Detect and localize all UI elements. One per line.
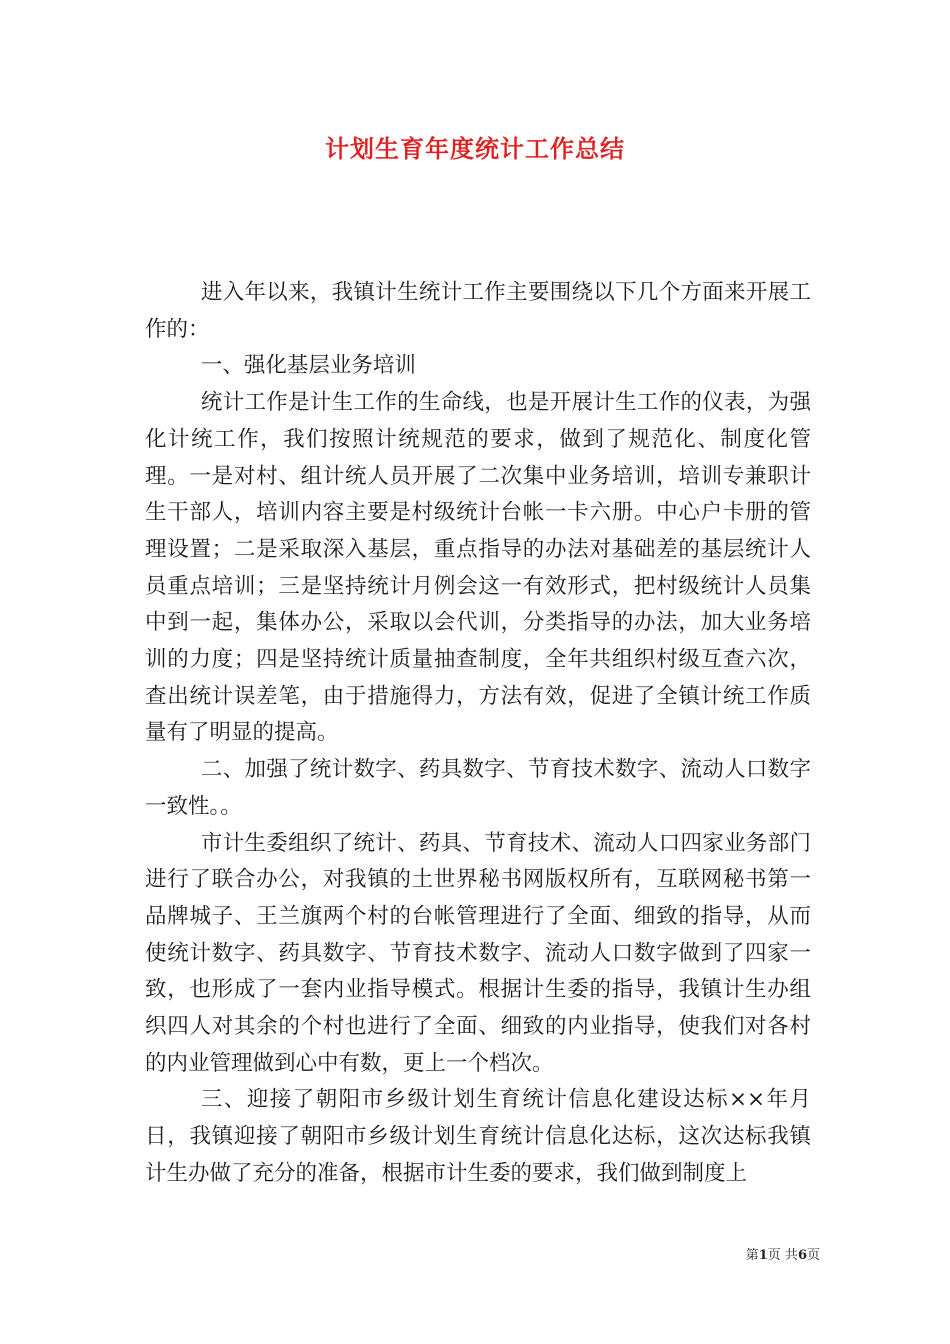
paragraph-section-2: 市计生委组织了统计、药具、节育技术、流动人口四家业务部门进行了联合办公，对我镇的土世界秘书网版权所有，互联网秘书第一品牌城子、王兰旗两个村的台帐管理进行了全面、细致的指导，从而使统计数字、药具数字、节育技术数字、流动人口数字做到了四家一致，也形成了一套内业指导模式。根据计生委的指导，我镇计生办组织四人对其余的个村也进行了全面、细致的内业指导，使我们对各村的内业管理做到心中有数，更上一个档次。 — [145, 830, 811, 1076]
footer-middle: 页 共 — [767, 1248, 798, 1263]
document-title: 计划生育年度统计工作总结 — [325, 134, 625, 163]
footer-total-pages: 6 — [797, 1248, 807, 1263]
paragraph-intro: 进入年以来，我镇计生统计工作主要围绕以下几个方面来开展工作的： — [145, 280, 811, 342]
footer-suffix: 页 — [806, 1248, 820, 1263]
paragraph-section-3: 三、迎接了朝阳市乡级计划生育统计信息化建设达标××年月日，我镇迎接了朝阳市乡级计划生育统计信息化达标，这次达标我镇计生办做了充分的准备，根据市计生委的要求，我们做到制度上 — [145, 1087, 811, 1186]
section-heading-2: 二、加强了统计数字、药具数字、节育技术数字、流动人口数字一致性。。 — [145, 757, 811, 819]
section-heading-1: 一、强化基层业务培训 — [200, 353, 416, 379]
page-footer — [690, 1247, 820, 1265]
footer-current-page: 1 — [758, 1248, 768, 1263]
paragraph-section-1: 统计工作是计生工作的生命线，也是开展计生工作的仪表，为强化计统工作，我们按照计统规范的要求，做到了规范化、制度化管理。一是对村、组计统人员开展了二次集中业务培训，培训专兼职计生干部人，培训内容主要是村级统计台帐一卡六册。中心户卡册的管理设置；二是采取深入基层，重点指导的办法对基础差的基层统计人员重点培训；三是坚持统计月例会这一有效形式，把村级统计人员集中到一起，集体办公，采取以会代训，分类指导的办法，加大业务培训的力度；四是坚持统计质量抽查制度，全年共组织村级互查六次，查出统计误差笔，由于措施得力，方法有效，促进了全镇计统工作质量有了明显的提高。 — [145, 390, 811, 746]
footer-prefix: 第 — [745, 1248, 759, 1263]
document-body — [145, 275, 811, 1193]
